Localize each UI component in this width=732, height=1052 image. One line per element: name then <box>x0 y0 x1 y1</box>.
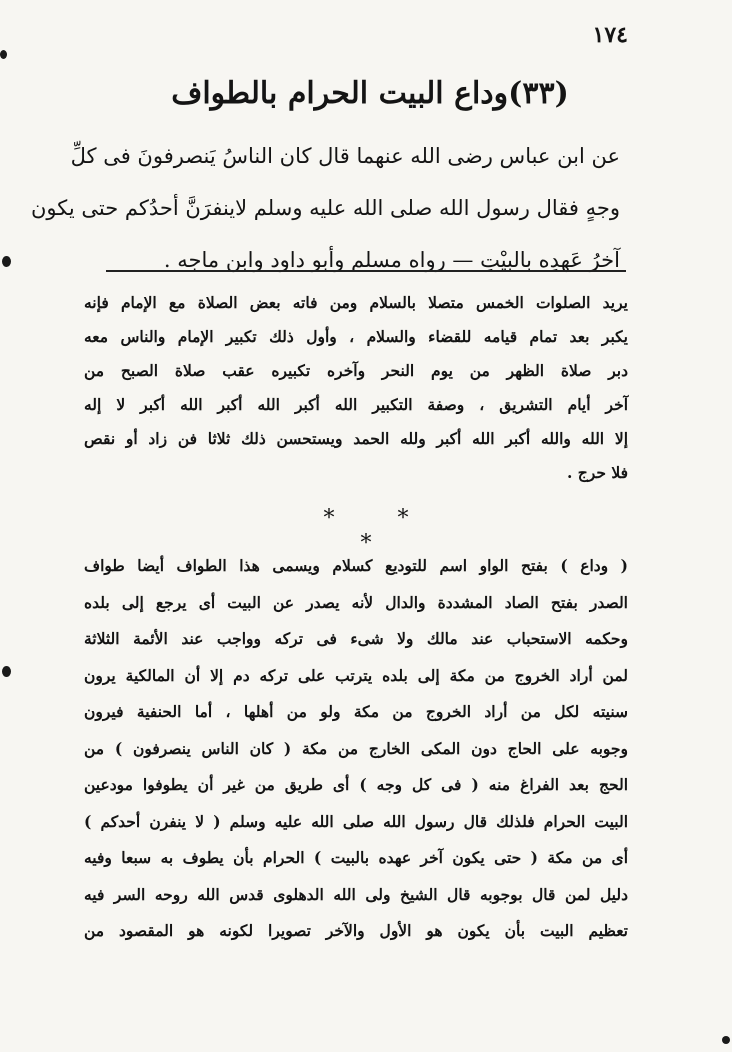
commentary-line: الحج بعد الفراغ منه ( فى كل وجه ) أى طريق من غير أن يطوفوا مودعين <box>84 775 628 794</box>
chapter-heading: (٣٣)وداع البيت الحرام بالطواف <box>171 76 569 111</box>
commentary-text <box>84 548 628 950</box>
hadith-text <box>30 130 620 286</box>
ink-mark-left-top <box>0 50 7 59</box>
commentary-line: البيت الحرام فلذلك قال رسول الله صلى الله عليه وسلم ( لا ينفرن أحدكم ) <box>84 811 628 831</box>
commentary-line: لمن أراد الخروج من مكة إلى بلده يترتب على تركه دم إلا أن المالكية يرون <box>84 665 628 685</box>
note-line: يكبر بعد تمام قيامه للقضاء والسلام ، وأول ذلك تكبير الإمام والناس معه <box>84 327 628 346</box>
footnote-divider <box>106 270 626 272</box>
commentary-line: وحكمه الاستحباب عند مالك ولا شىء فى تركه وواجب عند الأئمة الثلاثة <box>84 629 628 648</box>
ink-mark-left-lower <box>2 666 11 677</box>
hadith-line: وجهٍ فقال رسول الله صلى الله عليه وسلم لاينفرَنَّ أحدُكم حتى يكون <box>30 196 620 220</box>
commentary-line: تعظيم البيت بأن يكون هو الأول والآخر تصويرا لكونه هو المقصود من <box>84 921 628 940</box>
commentary-line: ( وداع ) بفتح الواو اسم للتوديع كسلام ويسمى هذا الطواف أيضا طواف <box>84 556 628 575</box>
note-line: آخر أيام التشريق ، وصفة التكبير الله أكبر الله أكبر الله أكبر لا إله <box>84 395 628 414</box>
note-line: يريد الصلوات الخمس متصلا بالسلام ومن فاته بعض الصلاة مع الإمام فإنه <box>84 293 628 312</box>
hadith-line: آخرُ عَهدِه بالبيْتِ — رواه مسلم وأبو داود وابن ماجه . <box>163 248 620 272</box>
section-separator: * * * <box>323 506 437 556</box>
commentary-line: سنيته لكل من أراد الخروج من مكة ولو من أهلها ، أما الحنفية فيرون <box>84 702 628 721</box>
note-line: إلا الله والله أكبر الله أكبر ولله الحمد ويستحسن ذلك ثلاثا فن زاد أو نقص <box>84 429 628 448</box>
note-line: دبر صلاة الظهر من يوم النحر وآخره تكبيره عقب صلاة الصبح من <box>84 361 628 380</box>
note-text <box>84 286 628 490</box>
note-line: فلا حرج . <box>567 463 628 482</box>
commentary-line: دليل لمن قال بوجوبه قال الشيخ ولى الله الدهلوى قدس الله روحه السر فيه <box>84 884 628 904</box>
ink-mark-left-middle <box>2 256 11 267</box>
commentary-line: الصدر بفتح الصاد المشددة والدال لأنه يصدر عن البيت أى يرجع إلى بلده <box>84 592 628 612</box>
ink-mark-bottom <box>722 1036 730 1044</box>
commentary-line: أى من مكة ( حتى يكون آخر عهده بالبيت ) الحرام بأن يطوف به سبعا وفيه <box>84 848 628 867</box>
page-number: ١٧٤ <box>592 22 628 48</box>
hadith-line: عن ابن عباس رضى الله عنهما قال كان الناسُ يَنصرفونَ فى كلِّ <box>70 144 620 168</box>
commentary-line: وجوبه على الحاج دون المكى الخارج من مكة ( كان الناس ينصرفون ) من <box>84 738 628 758</box>
